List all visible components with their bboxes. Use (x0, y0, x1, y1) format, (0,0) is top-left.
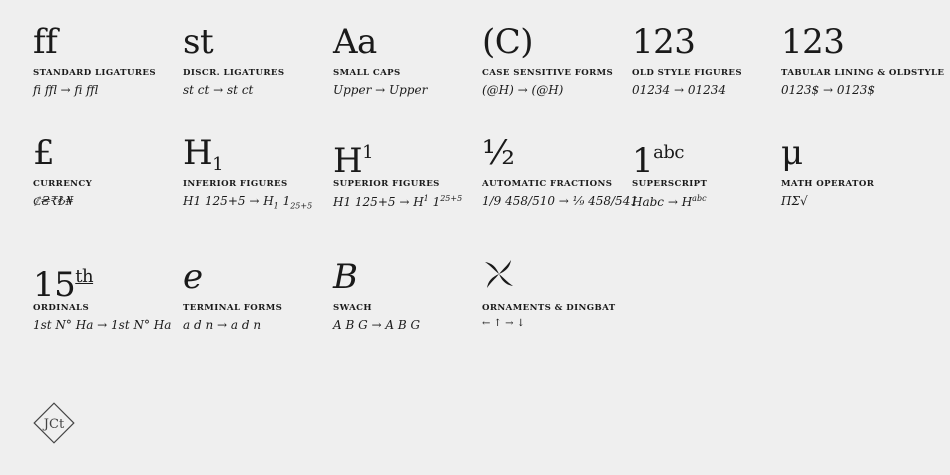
glyph-superscript: abc (653, 142, 684, 163)
feature-label: TABULAR LINING & OLDSTYLE (781, 68, 945, 78)
feature-swash (333, 257, 481, 332)
feature-glyph: 123 (632, 22, 696, 62)
feature-glyph (333, 133, 481, 181)
feature-sample: st ct → st ct (183, 83, 254, 97)
feature-glyph: £ (33, 133, 55, 173)
sample-sup: abc (692, 194, 707, 203)
feature-label: STANDARD LIGATURES (33, 68, 156, 78)
glyph-superscript: 1 (362, 142, 374, 163)
sample-sub: 25+5 (290, 201, 313, 211)
glyph-superscript: th (75, 266, 94, 287)
glyph-main: H (183, 133, 213, 173)
feature-label: SUPERIOR FIGURES (333, 179, 440, 189)
brand-logo (33, 402, 75, 444)
feature-glyph: 123 (781, 22, 845, 62)
feature-label: CASE SENSITIVE FORMS (482, 68, 614, 78)
feature-label: SWACH (333, 303, 372, 313)
feature-label: ORNAMENTS & DINGBAT (482, 303, 616, 313)
feature-automatic-fractions (482, 133, 638, 208)
feature-sample: ₡₴₹₺₦ (33, 194, 74, 208)
feature-terminal-forms (183, 257, 331, 332)
feature-label: CURRENCY (33, 179, 93, 189)
glyph-main: 15 (33, 265, 76, 305)
feature-sample (333, 194, 481, 209)
feature-glyph (183, 133, 331, 173)
feature-small-caps (333, 22, 481, 97)
ornament-icon (482, 257, 630, 297)
feature-label: INFERIOR FIGURES (183, 179, 288, 189)
sample-text: H1 125+5 → H (333, 195, 424, 209)
feature-label: SMALL CAPS (333, 68, 401, 78)
feature-ordinals (33, 257, 181, 332)
feature-sample: A B G → A B G (333, 318, 421, 332)
feature-glyph: ½ (482, 133, 515, 173)
feature-glyph (632, 133, 780, 181)
feature-glyph: ff (33, 22, 58, 62)
feature-old-style-figures (632, 22, 780, 97)
sample-text: 1 (278, 194, 291, 208)
sample-sup: 25+5 (440, 194, 463, 203)
feature-glyph: B (333, 257, 358, 297)
glyph-main: H (333, 141, 363, 181)
svg-text:JCt: JCt (43, 417, 65, 432)
glyph-subscript: 1 (212, 154, 224, 175)
feature-sample: a d n → a d n (183, 318, 262, 332)
sample-sup: 1 (423, 194, 429, 203)
feature-sample: Upper → Upper (333, 83, 428, 97)
feature-inferior-figures (183, 133, 331, 210)
feature-sample: (@H) → (@H) (482, 83, 564, 97)
sample-text: 1 (428, 195, 441, 209)
feature-sample: 1/9 458/510 → ⅑ 458/541 (482, 194, 638, 208)
feature-label: MATH OPERATOR (781, 179, 875, 189)
feature-label: AUTOMATIC FRACTIONS (482, 179, 613, 189)
feature-label: ORDINALS (33, 303, 90, 313)
feature-ornaments-dingbat (482, 257, 630, 329)
feature-sample: fi ffl → fi ffl (33, 83, 98, 97)
feature-superior-figures (333, 133, 481, 209)
sample-text: H1 125+5 → H (183, 194, 274, 208)
sample-sub: 1 (273, 201, 279, 211)
feature-standard-ligatures (33, 22, 181, 97)
feature-sample (632, 194, 780, 209)
feature-label: DISCR. LIGATURES (183, 68, 285, 78)
feature-tabular-lining-oldstyle (781, 22, 946, 97)
feature-sample: ΠΣ√ (781, 194, 808, 208)
sample-text: Habc → H (632, 195, 693, 209)
feature-glyph: μ (781, 133, 803, 173)
feature-label: SUPERSCRIPT (632, 179, 708, 189)
feature-label: TERMINAL FORMS (183, 303, 283, 313)
feature-glyph: (C) (482, 22, 534, 62)
feature-glyph: e (183, 257, 203, 297)
feature-glyph: Aa (333, 22, 377, 62)
feature-sample: 0123$ → 0123$ (781, 83, 876, 97)
feature-math-operator (781, 133, 929, 208)
feature-sample: 01234 → 01234 (632, 83, 727, 97)
feature-case-sensitive-forms (482, 22, 630, 97)
feature-sample: 1st N° Ha → 1st N° Ha (33, 318, 172, 332)
feature-glyph (33, 257, 181, 305)
feature-currency (33, 133, 181, 209)
feature-label: OLD STYLE FIGURES (632, 68, 742, 78)
feature-sample: ← ↑ → ↓ (482, 318, 526, 329)
feature-discretionary-ligatures (183, 22, 331, 97)
feature-glyph: st (183, 22, 214, 62)
glyph-main: 1 (632, 141, 654, 181)
feature-sample (183, 194, 331, 210)
feature-superscript (632, 133, 780, 209)
